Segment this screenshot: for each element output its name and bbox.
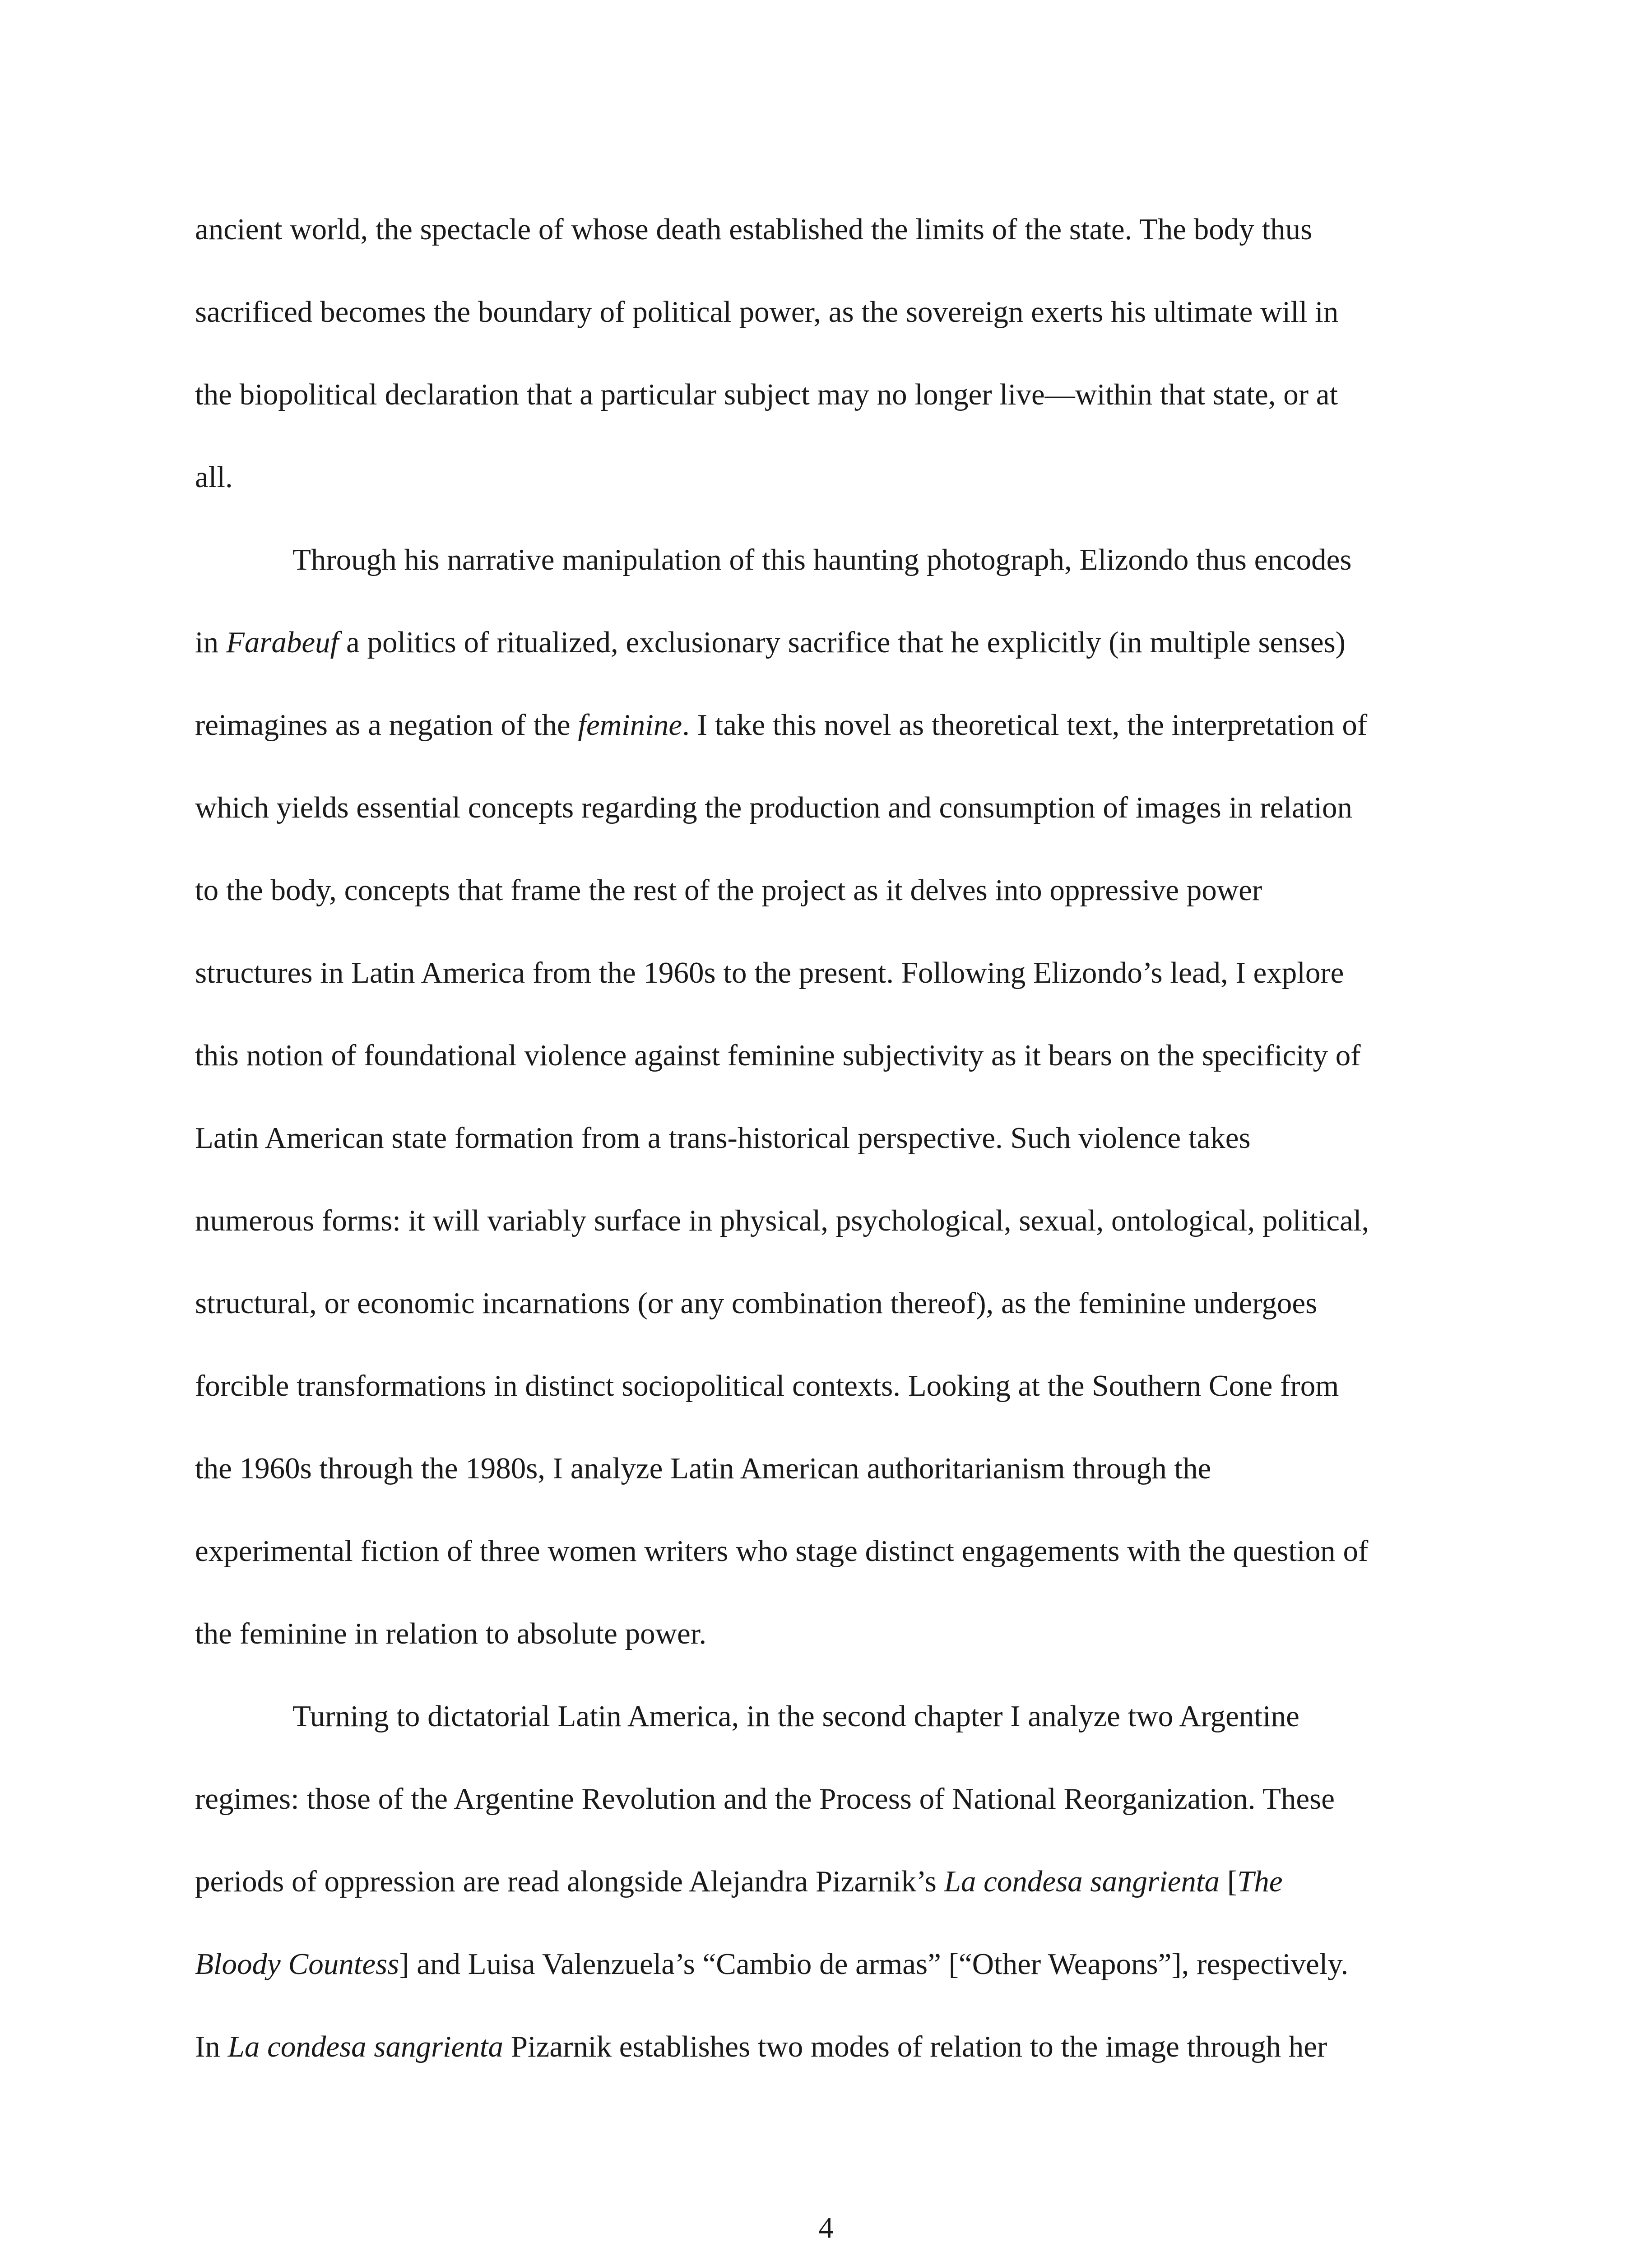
text-line bbox=[195, 789, 1352, 826]
text-line bbox=[195, 1616, 706, 1652]
text-line bbox=[195, 1450, 1211, 1486]
text-line bbox=[195, 1285, 1317, 1321]
text-line bbox=[195, 1946, 1348, 1982]
line-text: ] and Luisa Valenzuela’s “Cambio de armas” [“Other Weapons”], respectively. bbox=[399, 1947, 1349, 1981]
text-line bbox=[195, 211, 1312, 247]
text-line bbox=[195, 459, 233, 495]
text-line bbox=[195, 1368, 1339, 1404]
line-text: Turning to dictatorial Latin America, in the second chapter I analyze two Argentine bbox=[292, 1700, 1299, 1733]
text-line bbox=[195, 707, 1367, 743]
line-text: forcible transformations in distinct sociopolitical contexts. Looking at the Southern Cone from bbox=[195, 1369, 1339, 1402]
text-line bbox=[195, 1037, 1361, 1073]
italic-text: Farabeuf bbox=[226, 626, 339, 659]
line-text: periods of oppression are read alongside Alejandra Pizarnik’s bbox=[195, 1865, 944, 1898]
text-line bbox=[195, 1203, 1369, 1239]
text-line bbox=[195, 2029, 1327, 2065]
line-text: to the body, concepts that frame the rest of the project as it delves into oppressive power bbox=[195, 873, 1262, 907]
italic-text: feminine bbox=[578, 708, 682, 742]
line-text: structural, or economic incarnations (or any combination thereof), as the feminine undergoes bbox=[195, 1286, 1318, 1320]
line-text: Pizarnik establishes two modes of relation to the image through her bbox=[503, 2030, 1327, 2063]
text-line bbox=[292, 1698, 1299, 1734]
line-text: in bbox=[195, 626, 226, 659]
line-text: regimes: those of the Argentine Revolution and the Process of National Reorganization. These bbox=[195, 1782, 1335, 1816]
line-text: numerous forms: it will variably surface in physical, psychological, sexual, ontological, political, bbox=[195, 1204, 1369, 1237]
text-line bbox=[195, 1781, 1335, 1817]
line-text: the feminine in relation to absolute power. bbox=[195, 1617, 707, 1650]
line-text: In bbox=[195, 2030, 228, 2063]
line-text: experimental fiction of three women writers who stage distinct engagements with the question of bbox=[195, 1534, 1369, 1568]
text-line bbox=[195, 1120, 1251, 1156]
line-text: Latin American state formation from a trans-historical perspective. Such violence takes bbox=[195, 1121, 1251, 1155]
line-text: the 1960s through the 1980s, I analyze Latin American authoritarianism through the bbox=[195, 1452, 1211, 1485]
line-text: a politics of ritualized, exclusionary sacrifice that he explicitly (in multiple senses) bbox=[339, 626, 1346, 659]
line-text: all. bbox=[195, 460, 233, 494]
line-text: [ bbox=[1220, 1865, 1238, 1898]
line-text: Through his narrative manipulation of this haunting photograph, Elizondo thus encodes bbox=[292, 543, 1352, 576]
line-text: which yields essential concepts regarding the production and consumption of images in relation bbox=[195, 791, 1352, 824]
text-line bbox=[195, 1863, 1283, 1899]
text-line bbox=[195, 955, 1344, 991]
italic-text: The bbox=[1237, 1865, 1283, 1898]
italic-text: La condesa sangrienta bbox=[227, 2030, 503, 2063]
text-line bbox=[195, 294, 1338, 330]
text-line bbox=[195, 624, 1346, 660]
italic-text: Bloody Countess bbox=[195, 1947, 399, 1981]
line-text: the biopolitical declaration that a particular subject may no longer live—within that state, or at bbox=[195, 378, 1338, 411]
text-line bbox=[195, 1533, 1368, 1569]
line-text: ancient world, the spectacle of whose death established the limits of the state. The body thus bbox=[195, 213, 1313, 246]
line-text: structures in Latin America from the 1960s to the present. Following Elizondo’s lead, I explore bbox=[195, 956, 1344, 989]
line-text: reimagines as a negation of the bbox=[195, 708, 578, 742]
text-line bbox=[195, 872, 1262, 908]
line-text: . I take this novel as theoretical text, the interpretation of bbox=[682, 708, 1368, 742]
text-line bbox=[195, 376, 1338, 413]
line-text: sacrificed becomes the boundary of political power, as the sovereign exerts his ultimate will in bbox=[195, 295, 1339, 329]
page-number: 4 bbox=[818, 2211, 834, 2244]
text-line bbox=[292, 542, 1351, 578]
line-text: this notion of foundational violence against feminine subjectivity as it bears on the specificity of bbox=[195, 1039, 1361, 1072]
italic-text: La condesa sangrienta bbox=[944, 1865, 1220, 1898]
